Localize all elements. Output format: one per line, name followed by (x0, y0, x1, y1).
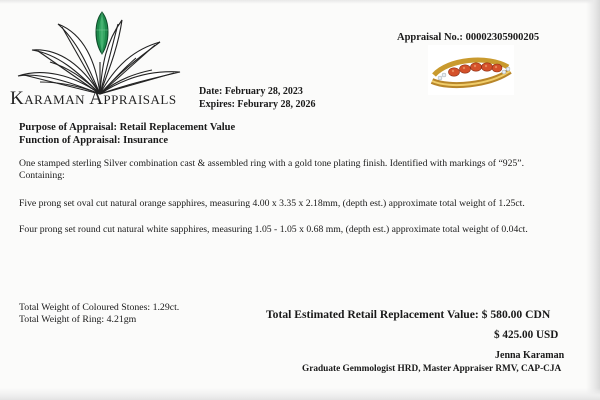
appraiser-name: Jenna Karaman (495, 350, 565, 361)
scan-edge-bottom (0, 388, 600, 400)
appraisal-number-value: 00002305900205 (465, 32, 540, 43)
retail-value-cdn: Total Estimated Retail Replacement Value: $ 580.00 CDN (266, 308, 551, 321)
ring-photo-icon (428, 45, 514, 95)
appraisal-number (397, 32, 539, 43)
emerald-gem-icon (96, 12, 108, 54)
purpose-line: Purpose of Appraisal: Retail Replacement Value (19, 122, 236, 133)
coloured-stones-weight: Total Weight of Coloured Stones: 1.29ct. (19, 302, 180, 313)
appraisal-date: Date: February 28, 2023 (199, 86, 303, 97)
item-description (19, 158, 584, 181)
expiry-date: Expires: Feburary 28, 2026 (199, 99, 316, 110)
containing-line: Containing: (19, 169, 65, 181)
ring-weight: Total Weight of Ring: 4.21gm (19, 314, 137, 325)
brand-name: Karaman Appraisals (10, 88, 177, 109)
purpose-block (19, 122, 235, 147)
item-line: One stamped sterling Silver combination cast & assembled ring with a gold tone plating finish. Identified with markings of “925”. (19, 158, 524, 169)
function-line: Function of Appraisal: Insurance (19, 134, 169, 146)
retail-value-usd: $ 425.00 USD (494, 329, 559, 341)
scan-edge-right (586, 0, 600, 400)
appraisal-number-label: Appraisal No.: (397, 32, 463, 43)
date-block (199, 85, 315, 111)
weights-block (19, 302, 179, 326)
appraiser-credentials: Graduate Gemmologist HRD, Master Appraiser RMV, CAP-CJA (302, 364, 562, 374)
stone-description-white: Four prong set round cut natural white sapphires, measuring 1.05 - 1.05 x 0.68 mm, (depth est.) approximate total weight of 0.04ct. (19, 224, 528, 235)
stone-description-orange: Five prong set oval cut natural orange sapphires, measuring 4.00 x 3.35 x 2.18mm, (depth est.) approximate total weight of 1.25ct. (19, 198, 525, 209)
